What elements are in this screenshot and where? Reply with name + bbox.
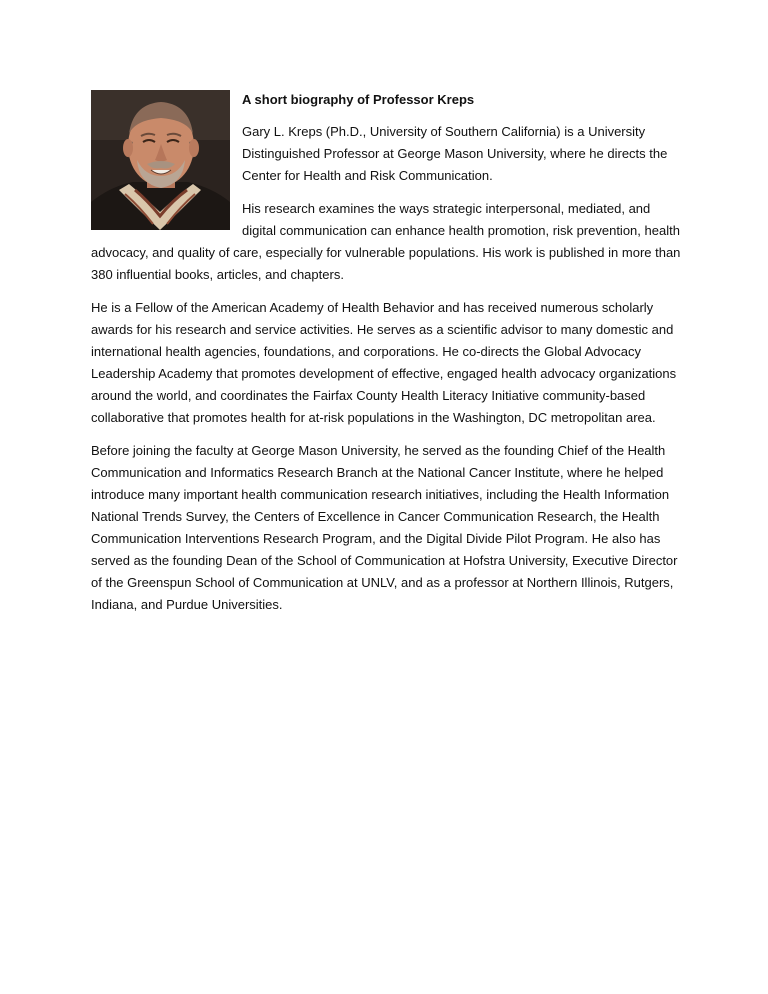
portrait-photo-icon: [91, 90, 230, 230]
biography-paragraph-4: Before joining the faculty at George Mason University, he served as the founding Chief of the Health Communication and Informatics Research Branch at the National Cancer Institute, where he helped introduce many important health communication research initiatives, including the Health Information National Trends Survey, the Centers of Excellence in Cancer Communication Research, the Health Communication Interventions Research Program, and the Digital Divide Pilot Program. He also has served as the founding Dean of the School of Communication at Hofstra University, Executive Director of the Greenspun School of Communication at UNLV, and as a professor at Northern Illinois, Rutgers, Indiana, and Purdue Universities.: [91, 443, 678, 612]
biography-paragraph-3: He is a Fellow of the American Academy of Health Behavior and has received numerous scholarly awards for his research and service activities. He serves as a scientific advisor to many domestic and international health agencies, foundations, and corporations. He co-directs the Global Advocacy Leadership Academy that promotes development of effective, engaged health advocacy organizations around the world, and coordinates the Fairfax County Health Literacy Initiative community-based collaborative that promotes health for at-risk populations in the Washington, DC metropolitan area.: [91, 300, 677, 425]
biography-body: [91, 90, 687, 627]
biography-paragraph-2: His research examines the ways strategic interpersonal, mediated, and digital communication can enhance health promotion, risk prevention, health advocacy, and quality of care, especially for vulnerable populations. His work is published in more than 380 influential books, articles, and chapters.: [91, 201, 681, 282]
biography-paragraph-1: Gary L. Kreps (Ph.D., University of Southern California) is a University Distinguished Professor at George Mason University, where he directs the Center for Health and Risk Communication.: [242, 124, 668, 183]
biography-title: A short biography of Professor Kreps: [242, 92, 475, 107]
portrait-photo: [91, 90, 230, 230]
